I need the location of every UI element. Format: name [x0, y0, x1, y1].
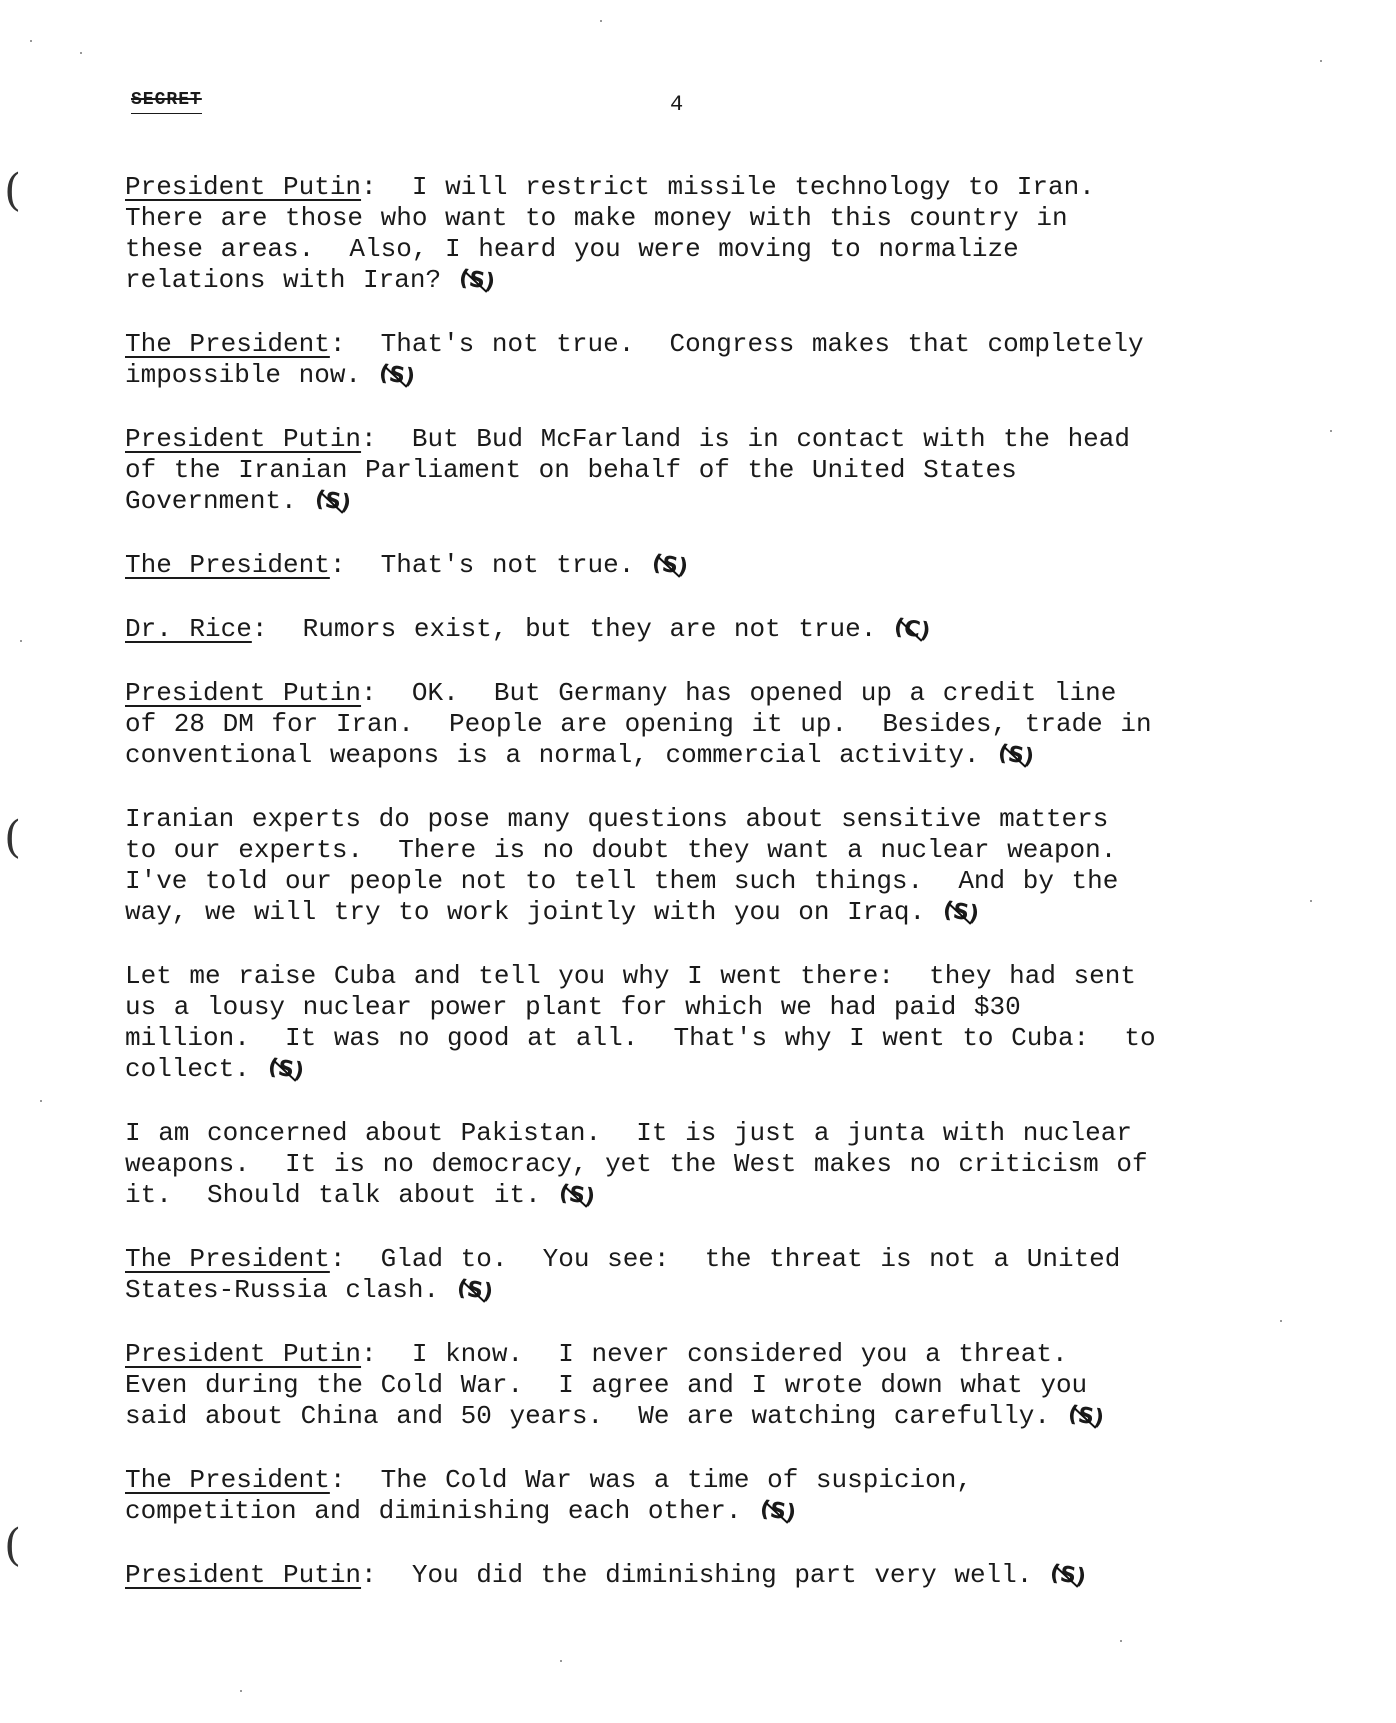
transcript-paragraph	[125, 1118, 1235, 1211]
speaker-name: President Putin	[125, 172, 362, 202]
scan-speck	[40, 1100, 42, 1102]
paragraph-text: The Cold War was a time of suspicion, competition and diminishing each other.	[125, 1465, 972, 1526]
classification-mark: (S)	[266, 1052, 306, 1088]
speaker-name: Dr. Rice	[125, 614, 252, 644]
speaker-name: President Putin	[125, 1560, 362, 1590]
classification-mark: (S)	[996, 738, 1036, 774]
paragraph-text: OK. But Germany has opened up a credit line of 28 DM for Iran. People are opening it up. Besides, trade in conventional weapons is a normal, commercial activity.	[125, 678, 1152, 770]
classification-mark: (S)	[941, 895, 981, 931]
scan-speck	[1280, 1320, 1282, 1322]
speaker-name: President Putin	[125, 678, 362, 708]
scan-speck	[1320, 60, 1322, 62]
transcript-paragraph: President Putin: I know. I never considered you a threat. Even during the Cold War. I agree and I wrote down what you said about China and 50 years. We are watching carefully. (S)	[125, 1339, 1235, 1432]
classification-mark: (S)	[1048, 1558, 1088, 1594]
margin-mark: (	[4, 165, 22, 216]
scan-speck	[20, 640, 22, 642]
speaker-name: The President	[125, 329, 330, 359]
paragraph-text: I am concerned about Pakistan. It is just a junta with nuclear weapons. It is no democracy, yet the West makes no criticism of it. Should talk about it.	[125, 1118, 1148, 1210]
paragraph-text: Let me raise Cuba and tell you why I went there: they had sent us a lousy nuclear power plant for which we had paid $30 million. It was no good at all. That's why I went to Cuba: to collect.	[125, 961, 1156, 1084]
paragraph-text: Glad to. You see: the threat is not a United States-Russia clash.	[125, 1244, 1121, 1305]
scan-speck	[600, 20, 602, 22]
classification-header: SECRET	[131, 90, 202, 110]
classification-mark: (S)	[758, 1494, 798, 1530]
transcript-paragraph: President Putin: OK. But Germany has opened up a credit line of 28 DM for Iran. People are opening it up. Besides, trade in conventional weapons is a normal, commercial activity. (S)	[125, 678, 1235, 771]
classification-mark: (S)	[1066, 1399, 1106, 1435]
transcript-paragraph	[125, 961, 1235, 1085]
speaker-name: The President	[125, 550, 330, 580]
classification-mark: (C)	[892, 612, 932, 648]
margin-mark: (	[4, 1520, 22, 1571]
classification-mark: (S)	[313, 484, 353, 520]
scan-speck	[240, 1690, 242, 1692]
transcript-paragraph	[125, 804, 1235, 928]
speaker-name: President Putin	[125, 424, 362, 454]
transcript-paragraph: President Putin: I will restrict missile technology to Iran. There are those who want to make money with this country in these areas. Also, I heard you were moving to normalize relations with Iran? (S)	[125, 172, 1235, 296]
scan-speck	[1330, 430, 1332, 432]
scan-speck	[1120, 1640, 1122, 1642]
paragraph-text: I will restrict missile technology to Iran. There are those who want to make money with this country in these areas. Also, I heard you were moving to normalize relations with Iran?	[125, 172, 1095, 295]
paragraph-text: I know. I never considered you a threat. Even during the Cold War. I agree and I wrote down what you said about China and 50 years. We are watching carefully.	[125, 1339, 1088, 1431]
paragraph-text: Rumors exist, but they are not true.	[302, 614, 877, 644]
scan-speck	[30, 40, 32, 42]
paragraph-text: But Bud McFarland is in contact with the head of the Iranian Parliament on behalf of the United States Government.	[125, 424, 1130, 516]
transcript-paragraph: Dr. Rice: Rumors exist, but they are not true. (C)	[125, 614, 1235, 645]
scan-speck	[560, 1660, 562, 1662]
transcript-paragraph: The President: The Cold War was a time of suspicion, competition and diminishing each other. (S)	[125, 1465, 1235, 1527]
paragraph-text: That's not true. Congress makes that completely impossible now.	[125, 329, 1144, 390]
speaker-name: President Putin	[125, 1339, 362, 1369]
page-number: 4	[670, 92, 684, 117]
transcript-paragraph: The President: That's not true. (S)	[125, 550, 1235, 581]
paragraph-text: You did the diminishing part very well.	[411, 1560, 1033, 1590]
paragraph-text: That's not true.	[380, 550, 635, 580]
speaker-name: The President	[125, 1244, 330, 1274]
transcript-paragraph: The President: Glad to. You see: the threat is not a United States-Russia clash. (S)	[125, 1244, 1235, 1306]
classification-mark: (S)	[457, 263, 497, 299]
transcript-paragraph: President Putin: You did the diminishing part very well. (S)	[125, 1560, 1235, 1591]
margin-mark: (	[4, 812, 22, 863]
paragraph-text: Iranian experts do pose many questions about sensitive matters to our experts. There is no doubt they want a nuclear weapon. I've told our people not to tell them such things. And by the way, we will try to work jointly with you on Iraq.	[125, 804, 1119, 927]
classification-mark: (S)	[377, 358, 417, 394]
transcript-paragraph: The President: That's not true. Congress makes that completely impossible now. (S)	[125, 329, 1235, 391]
classification-mark: (S)	[455, 1273, 495, 1309]
scan-speck	[1310, 900, 1312, 902]
transcript-body	[125, 172, 1235, 1624]
classification-mark: (S)	[650, 548, 690, 584]
speaker-name: The President	[125, 1465, 330, 1495]
scan-speck	[80, 52, 82, 54]
classification-mark: (S)	[557, 1178, 597, 1214]
transcript-paragraph: President Putin: But Bud McFarland is in contact with the head of the Iranian Parliament on behalf of the United States Government. (S)	[125, 424, 1235, 517]
